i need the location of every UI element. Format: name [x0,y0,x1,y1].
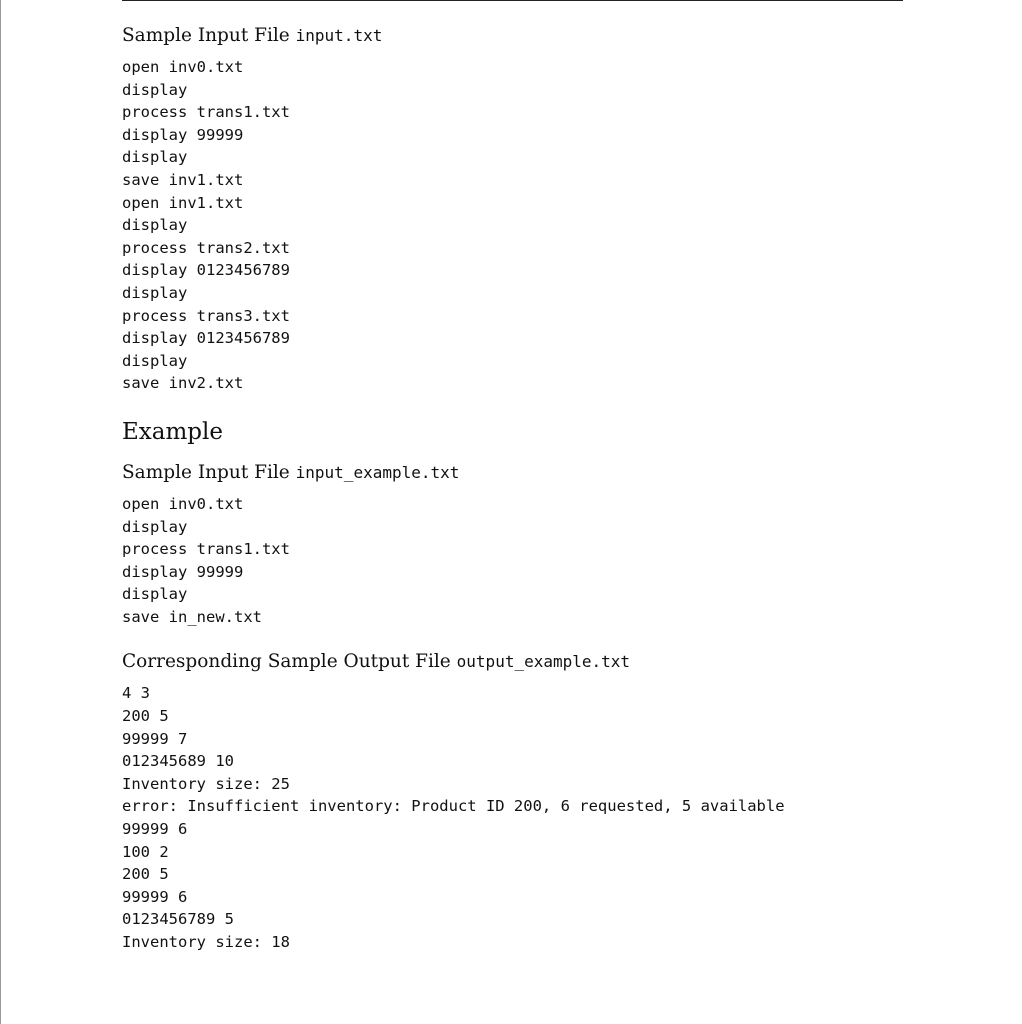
code-line: Inventory size: 25 [122,774,290,793]
code-line: display 0123456789 [122,329,290,348]
code-line: 200 5 [122,707,169,726]
code-line: 012345689 10 [122,752,234,771]
sample-input-heading [122,22,902,50]
code-line: 4 3 [122,684,150,703]
code-line: 99999 7 [122,729,188,748]
example-heading: Example [122,418,223,445]
code-line: 200 5 [122,865,169,884]
example-output-code [122,682,902,953]
code-line: process trans2.txt [122,238,290,257]
document-content [122,22,902,954]
code-line: 99999 6 [122,887,188,906]
top-rule [122,0,903,1]
code-line: process trans1.txt [122,540,290,559]
code-line: error: Insufficient inventory: Product ID 200, 6 requested, 5 available [122,797,785,816]
example-output-heading [122,648,902,676]
page-left-border [0,0,1,1024]
code-line: display [122,585,188,604]
code-line: process trans3.txt [122,306,290,325]
example-input-heading-text: Sample Input File [122,461,290,483]
code-line: 99999 6 [122,820,188,839]
code-line: display 99999 [122,562,244,581]
sample-input-heading-text: Sample Input File [122,25,290,46]
code-line: 0123456789 5 [122,910,234,929]
example-input-heading [122,459,902,487]
code-line: display [122,351,188,370]
code-line: save in_new.txt [122,607,262,626]
code-line: Inventory size: 18 [122,933,290,951]
sample-input-filename: input.txt [295,26,383,45]
code-line: open inv0.txt [122,494,244,513]
code-line: display [122,283,188,302]
code-line: process trans1.txt [122,103,290,122]
code-line: open inv0.txt [122,58,244,76]
example-input-code [122,493,902,629]
code-line: save inv2.txt [122,374,244,393]
example-output-filename: output_example.txt [456,652,631,672]
code-line: save inv1.txt [122,170,244,189]
code-line: display [122,80,188,99]
code-line: display 0123456789 [122,261,290,280]
code-line: display 99999 [122,125,244,144]
sample-input-code [122,56,902,395]
code-line: 100 2 [122,842,169,861]
code-line: display [122,148,188,167]
example-output-heading-text: Corresponding Sample Output File [122,651,451,673]
code-line: display [122,216,188,235]
example-input-filename: input_example.txt [295,462,460,482]
code-line: open inv1.txt [122,193,244,212]
code-line: display [122,517,188,536]
